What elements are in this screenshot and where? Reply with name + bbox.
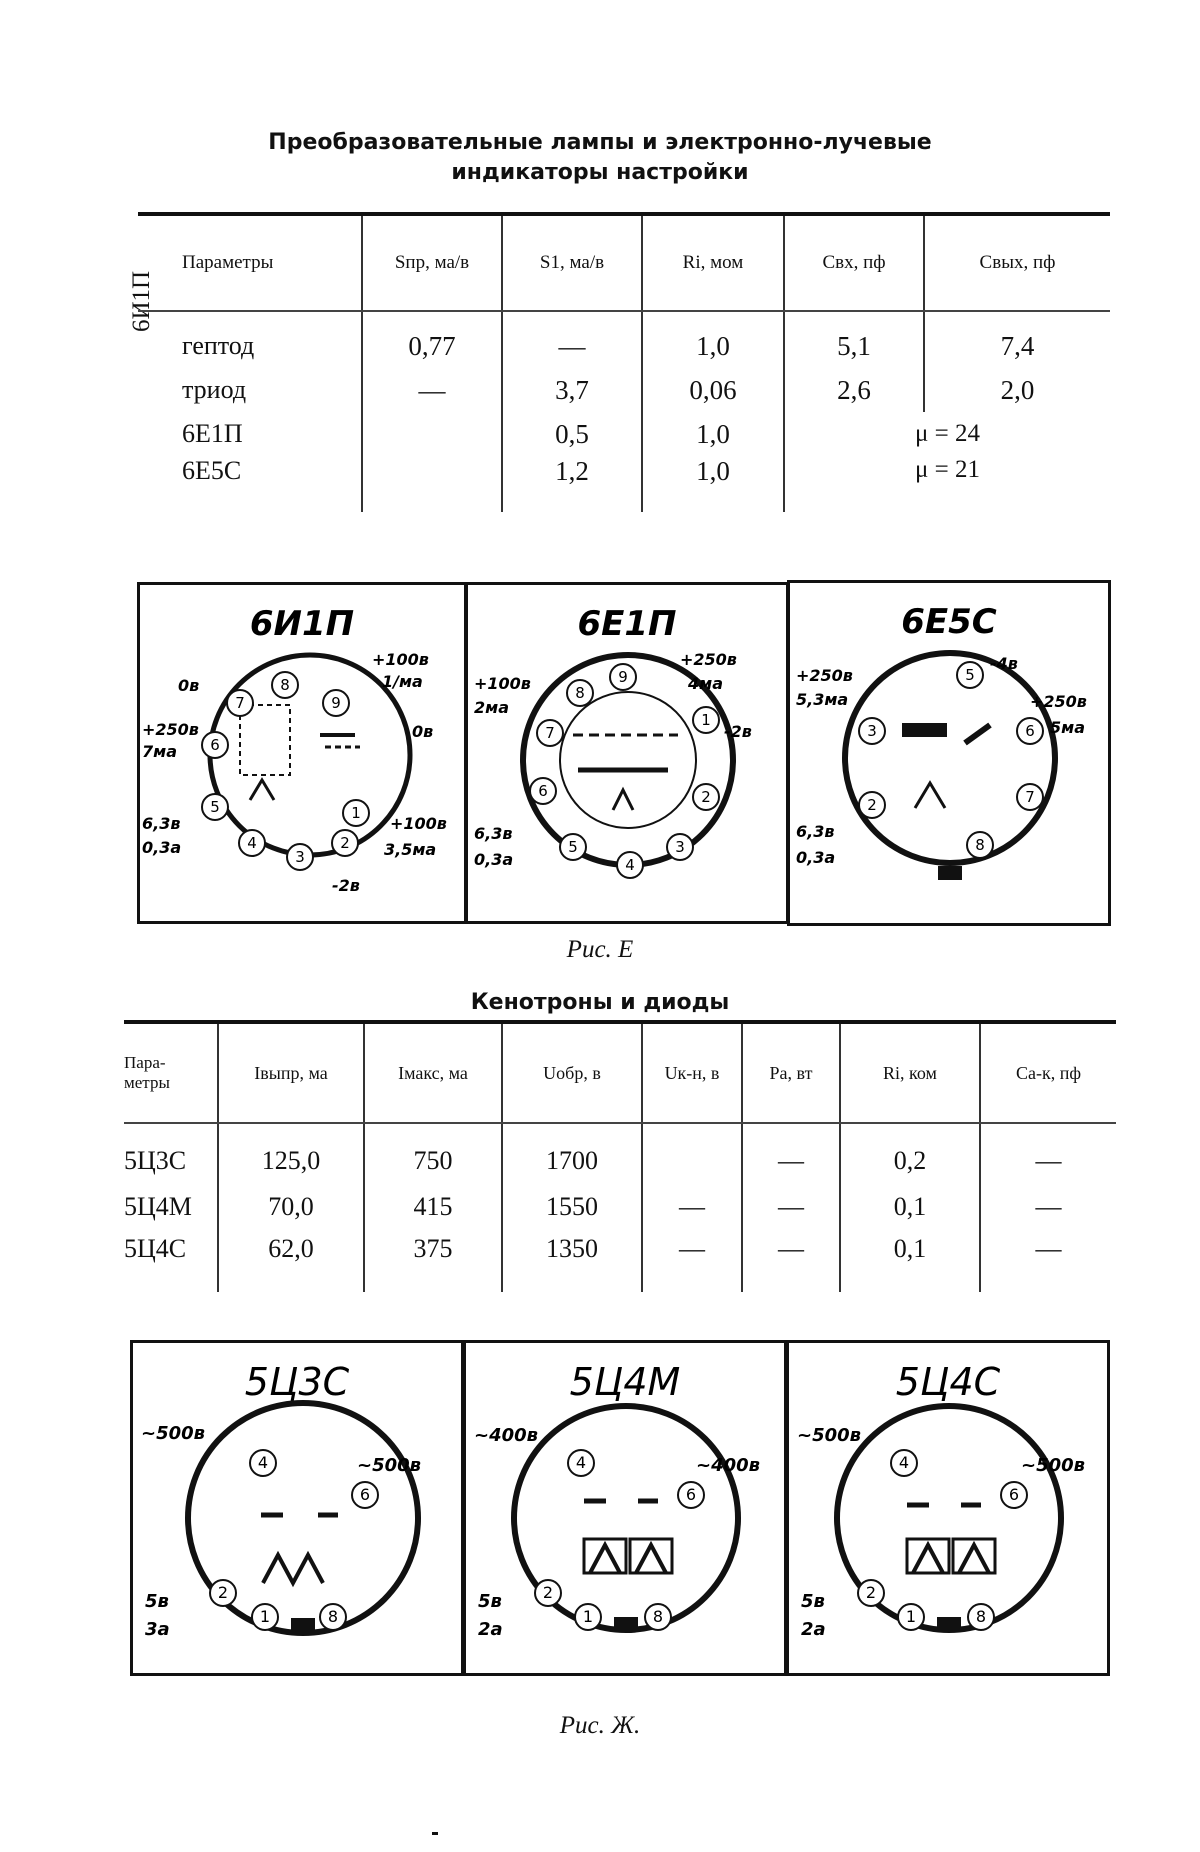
kenotrons-table — [124, 1020, 1116, 1292]
pin-label: 5в — [145, 1591, 169, 1612]
pin-label: ~500в — [1021, 1455, 1086, 1476]
cell: — — [980, 1184, 1116, 1230]
pin-label: ~400в — [696, 1455, 761, 1476]
row-name: 6Е5С — [182, 456, 242, 485]
diagram-title: 5Ц3С — [244, 1360, 350, 1404]
pin-number: 1 — [701, 711, 711, 729]
pin-number: 3 — [675, 838, 685, 856]
cell: — — [642, 1230, 742, 1292]
cell: 0,1 — [840, 1184, 980, 1230]
pin-number: 1 — [582, 1607, 594, 1626]
cell: 1700 — [502, 1123, 642, 1184]
col-header: Cвх, пф — [784, 214, 924, 311]
cell — [362, 456, 502, 512]
cell: 1,0 — [642, 412, 784, 456]
table-row — [138, 368, 1110, 412]
cell: 1,0 — [642, 456, 784, 512]
pin-number: 4 — [575, 1453, 587, 1472]
cell: 62,0 — [218, 1230, 364, 1292]
cell: 750 — [364, 1123, 502, 1184]
pin-label: -4в — [990, 654, 1018, 673]
pin-number: 2 — [542, 1583, 554, 1602]
cell: — — [980, 1230, 1116, 1292]
pin-number: 4 — [898, 1453, 910, 1472]
pin-number: 6 — [538, 782, 548, 800]
col-header: Pа, вт — [742, 1022, 840, 1123]
pin-label: 6,3в — [796, 822, 835, 841]
pin-label: 0,3а — [474, 850, 514, 869]
section1-title-line1: Преобразовательные лампы и электронно-лучевые — [268, 130, 932, 155]
pin-label: +100в — [390, 814, 447, 833]
table-header-row — [138, 214, 1110, 311]
pin-label: 0,3а — [796, 848, 836, 867]
pin-label: +250в — [680, 650, 737, 669]
table-row — [124, 1184, 1116, 1230]
pin-number: 3 — [867, 722, 877, 740]
cell: 415 — [364, 1184, 502, 1230]
pin-label: 3а — [145, 1619, 170, 1640]
pin-label: +100в — [372, 650, 429, 669]
cell: 0,5 — [502, 412, 642, 456]
pin-label: 6,3в — [474, 824, 513, 843]
row-name: 6Е1П — [182, 419, 243, 448]
tube-diagram-5c4m — [463, 1340, 787, 1676]
row-name: гептод — [182, 331, 255, 360]
cell: 1550 — [502, 1184, 642, 1230]
pin-label: +250в — [796, 666, 853, 685]
pin-number: 4 — [257, 1453, 269, 1472]
pin-label: 2а — [478, 1619, 503, 1640]
page-mark — [432, 1832, 438, 1835]
diagram-title: 5Ц4М — [569, 1360, 681, 1404]
pin-number: 7 — [1025, 788, 1035, 806]
cell: — — [980, 1123, 1116, 1184]
table-row — [124, 1123, 1116, 1184]
col-header: Uобр, в — [502, 1022, 642, 1123]
pin-label: 5в — [801, 1591, 825, 1612]
pin-number: 2 — [340, 834, 350, 852]
pin-number: 5 — [568, 838, 578, 856]
cell: 375 — [364, 1230, 502, 1292]
pin-number: 7 — [545, 724, 555, 742]
col-header: Cвых, пф — [924, 214, 1110, 311]
mu-value: μ = 24 — [784, 412, 1110, 456]
col-header: S1, ма/в — [502, 214, 642, 311]
pin-label: 5в — [478, 1591, 502, 1612]
cell: 5,1 — [784, 311, 924, 368]
pin-label: 0в — [178, 676, 200, 695]
row-name: 5Ц4С — [124, 1234, 187, 1263]
group-label-6i1p: 6И1П — [128, 270, 155, 332]
col-header: Cа-к, пф — [980, 1022, 1116, 1123]
pin-label: +100в — [474, 674, 531, 693]
section1-title-line2: индикаторы настройки — [451, 160, 749, 185]
cell: 1,2 — [502, 456, 642, 512]
pin-label: +250в — [142, 720, 199, 739]
pin-number: 2 — [701, 788, 711, 806]
pin-number: 2 — [217, 1583, 229, 1602]
diagram-title: 6И1П — [249, 604, 355, 644]
cell: — — [742, 1184, 840, 1230]
tube-diagram-5c4s — [786, 1340, 1110, 1676]
diagram-title: 6Е1П — [577, 604, 677, 644]
cell: 0,77 — [362, 311, 502, 368]
pin-number: 6 — [1008, 1485, 1020, 1504]
diagram-title: 6Е5С — [901, 602, 997, 642]
pin-label: 4ма — [688, 674, 724, 693]
section1-title — [0, 128, 1200, 188]
pin-number: 8 — [975, 836, 985, 854]
cell: — — [502, 311, 642, 368]
row-name: 5Ц3С — [124, 1146, 187, 1175]
col-header: Iвыпр, ма — [218, 1022, 364, 1123]
col-header: Ri, ком — [840, 1022, 980, 1123]
cell: 7,4 — [924, 311, 1110, 368]
section2-title: Кенотроны и диоды — [470, 990, 730, 1015]
table-header-row — [124, 1022, 1116, 1123]
pin-number: 6 — [685, 1485, 697, 1504]
pin-number: 2 — [865, 1583, 877, 1602]
pin-label: 2а — [801, 1619, 826, 1640]
pin-number: 3 — [295, 848, 305, 866]
figure-caption: Рис. Е — [566, 936, 634, 963]
col-header: Iмакс, ма — [364, 1022, 502, 1123]
pin-label: ~500в — [357, 1455, 422, 1476]
tube-diagram-5c3s — [130, 1340, 464, 1676]
cell: 125,0 — [218, 1123, 364, 1184]
col-header: Пара- метры — [124, 1022, 218, 1123]
pin-label: -2в — [332, 876, 360, 895]
pin-number: 4 — [625, 856, 635, 874]
pin-number: 5 — [210, 798, 220, 816]
cell: 1350 — [502, 1230, 642, 1292]
pin-number: 9 — [618, 668, 628, 686]
pin-number: 6 — [210, 736, 220, 754]
diagram-title: 5Ц4С — [895, 1360, 1001, 1404]
pin-number: 8 — [975, 1607, 987, 1626]
cell: 0,06 — [642, 368, 784, 412]
pin-label: ~500в — [141, 1423, 206, 1444]
pin-number: 5 — [965, 666, 975, 684]
tube-diagram-6i1p — [137, 582, 467, 924]
tube-diagram-6e5s — [787, 580, 1111, 926]
cell — [642, 1123, 742, 1184]
pin-label: +250в — [1030, 692, 1087, 711]
col-header: Параметры — [138, 214, 362, 311]
pin-label: 1/ма — [382, 672, 423, 691]
pin-number: 6 — [359, 1485, 371, 1504]
cell: 3,7 — [502, 368, 642, 412]
cell: — — [742, 1123, 840, 1184]
pin-label: 6,3в — [142, 814, 181, 833]
figure-caption: Рис. Ж. — [559, 1712, 641, 1739]
cell: 0,2 — [840, 1123, 980, 1184]
cell: 0,1 — [840, 1230, 980, 1292]
pin-label: ~500в — [797, 1425, 862, 1446]
pin-label: -2в — [724, 722, 752, 741]
cell — [362, 412, 502, 456]
cell: 2,6 — [784, 368, 924, 412]
cell: 70,0 — [218, 1184, 364, 1230]
pin-label: ~400в — [474, 1425, 539, 1446]
pin-number: 8 — [652, 1607, 664, 1626]
col-header: Sпр, ма/в — [362, 214, 502, 311]
cell: 2,0 — [924, 368, 1110, 412]
col-header: Ri, мом — [642, 214, 784, 311]
converter-tubes-table — [138, 212, 1110, 512]
tube-diagram-6e1p — [465, 582, 789, 924]
pin-label: 7ма — [142, 742, 178, 761]
table-row — [124, 1230, 1116, 1292]
table-row — [138, 311, 1110, 368]
table-row — [138, 412, 1110, 456]
row-name: 5Ц4М — [124, 1192, 192, 1221]
pin-label: 0в — [412, 722, 434, 741]
pin-label: 5,3ма — [796, 690, 849, 709]
mu-value: μ = 21 — [784, 456, 1110, 512]
pin-number: 1 — [259, 1607, 271, 1626]
pin-number: 8 — [327, 1607, 339, 1626]
pin-number: 1 — [351, 804, 361, 822]
col-header: Uк-н, в — [642, 1022, 742, 1123]
pin-number: 6 — [1025, 722, 1035, 740]
pin-label: 2ма — [474, 698, 510, 717]
cell: — — [362, 368, 502, 412]
table-row — [138, 456, 1110, 512]
row-name: триод — [182, 375, 247, 404]
pin-number: 9 — [331, 694, 341, 712]
cell: — — [742, 1230, 840, 1292]
cell: 1,0 — [642, 311, 784, 368]
pin-label: 0,3а — [142, 838, 182, 857]
pin-number: 4 — [247, 834, 257, 852]
pin-number: 1 — [905, 1607, 917, 1626]
pin-number: 8 — [280, 676, 290, 694]
pin-number: 7 — [235, 694, 245, 712]
pin-label: 5ма — [1050, 718, 1086, 737]
cell: — — [642, 1184, 742, 1230]
pin-label: 3,5ма — [384, 840, 437, 859]
pin-number: 2 — [867, 796, 877, 814]
pin-number: 8 — [575, 684, 585, 702]
